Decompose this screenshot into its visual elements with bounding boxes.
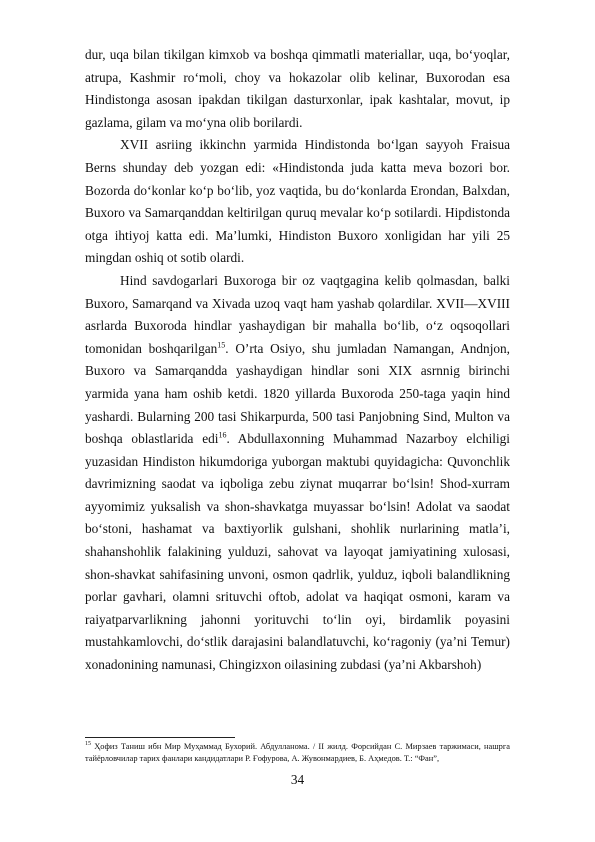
footnote-text: Ҳофиз Таниш ибн Мир Муҳаммад Бухорий. Абдулланома. / II жилд. Форсийдан С. Мирзаев таржимаси, нашрга тайёрловчилар тарих фанлари кандидатлари Р. Ғофурова, А. Жувонмардиев, Б. Аҳмедов. Т.: “Фан”, <box>85 742 510 763</box>
paragraph-2: XVII asriing ikkinchn yarmida Hindistonda bo‘lgan sayyoh Fraisua Berns shunday deb yozgan edi: «Hindistonda juda katta meva bozori bor. Bozorda do‘konlar ko‘p bo‘lib, yoz vaqtida, bu do‘konlarda Erondan, Balxdan, Buxoro va Samarqanddan keltirilgan quruq mevalar ko‘p sotilardi. Hipdistonda otga ihtiyoj katta edi. Ma’lumki, Hindiston Buxoro xonligidan har yili 25 mingdan oshiq ot sotib olardi. <box>85 137 510 266</box>
paragraph-3-part-3: . Abdullaxonning Muhammad Nazarboy elchiligi yuzasidan Hindiston hikumdoriga yuborgan maktubi quyidagicha: Quvonchlik davrimizning saodat va iqboliga zebu ziynat muqarrar bo‘lsin! Shod-xurram ayyomimiz yuksalish va shon-shavkatga muyassar bo‘lsin! Adolat va saodat bo‘stoni, hashamat va baxtiyorlik gulshani, shohlik nurlarining matla’i, shahanshohlik falakining yulduzi, sahovat va layoqat jamiyatining xulosasi, shon-shavkat sahifasining unvoni, osmon qadrlik, yulduz, iqboli balandlikning porlar gavhari, olamni srituvchi oftob, adolat va haqiqat osmoni, karam va raiyatparvarlikning jahonni yorituvchi to‘lin oyi, birdamlik poyasini mustahkamlovchi, do‘stlik darajasini balandlatuvchi, ko‘ragoniy (ya’ni Temur) xonadonining namunasi, Chingizxon oilasining zubdasi (ya’ni Akbarshoh) <box>85 431 510 673</box>
footnote-divider <box>85 737 235 738</box>
footnote-ref-16[interactable]: 16 <box>218 430 227 440</box>
footnote-ref-15[interactable]: 15 <box>217 340 226 350</box>
body-text <box>85 44 510 677</box>
footnote-marker: 15 <box>85 741 91 748</box>
paragraph-1: dur, uqa bilan tikilgan kimxob va boshqa qimmatli materiallar, uqa, bo‘yoqlar, atrupa, Kashmir ro‘moli, choy va hokazolar olib kelinar, Buxorodan esa Hindistonga asosan ipakdan tikilgan dasturxonlar, ipak kashtalar, movut, ip gazlama, gilam va mo‘yna olib borilardi. <box>85 47 510 130</box>
footnote <box>85 741 510 765</box>
paragraph-3-part-1: Hind savdogarlari Buxoroga bir oz vaqtgagina kelib qolmasdan, balki Buxoro, Samarqand va Xivada uzoq vaqt ham yashab qolardilar. XVII—XVIII asrlarda Buxoroda hindlar yashaydigan bir mahalla bo‘lib, o‘z oqsoqollari tomonidan boshqarilgan <box>85 272 510 356</box>
paragraph-3-part-2: . O’rta Osiyo, shu jumladan Namangan, Andnjon, Buxoro va Samarqandda yashaydigan hindlar soni XIX asrnnig birinchi yarmida yana ham oshib ketdi. 1820 yillarda Buxoroda 250-taga yaqin hind yashardi. Bularning 200 tasi Shikarpurda, 500 tasi Panjobning Sind, Multon va boshqa oblastlarida edi <box>85 340 511 447</box>
paragraph-3 <box>85 270 510 677</box>
page-number: 34 <box>290 772 305 787</box>
